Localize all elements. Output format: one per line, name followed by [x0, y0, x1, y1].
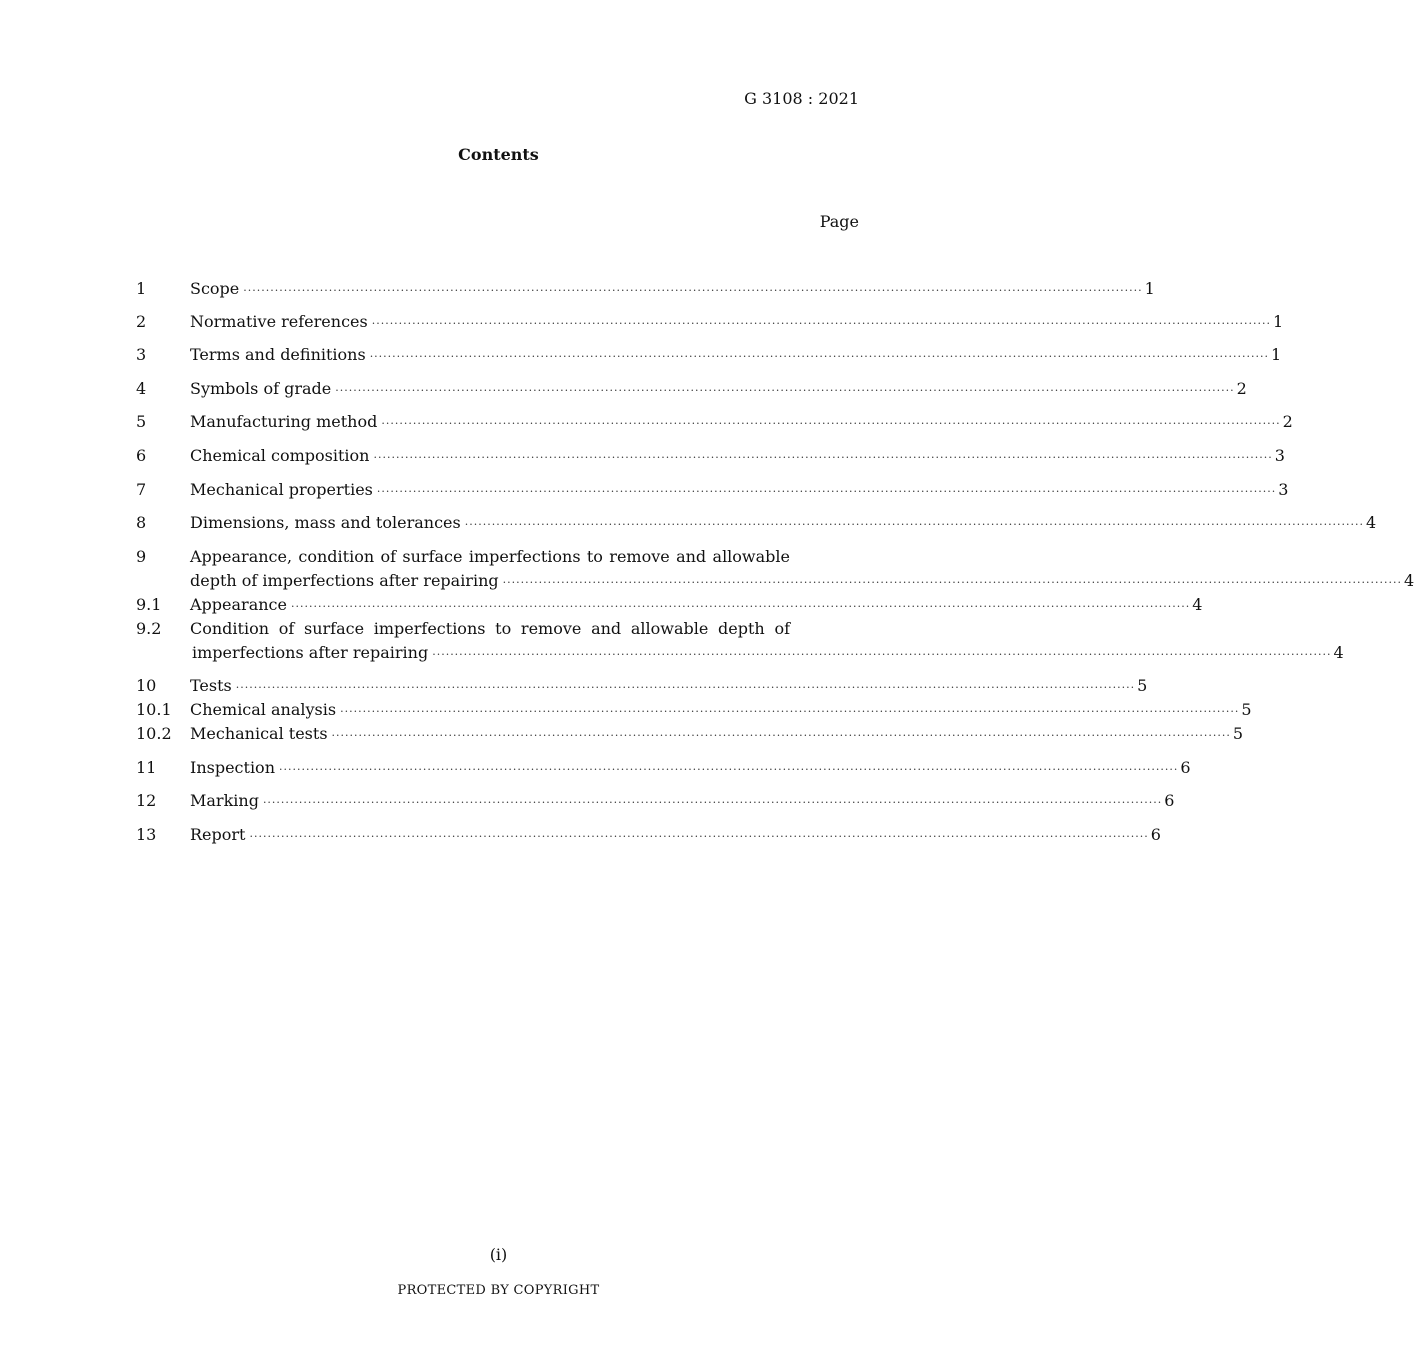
toc-entry-title: Scope: [190, 279, 240, 298]
toc-entry-page-number: 2: [1282, 412, 1293, 431]
dot-leader: ········································································································································································································: [279, 763, 1179, 776]
toc-entry-number: 6: [136, 446, 147, 465]
toc-entry-title: imperfections after repairing: [192, 643, 429, 662]
dot-leader: ········································································································································································································: [335, 384, 1235, 397]
toc-entry[interactable]: [136, 312, 1284, 334]
page-column-label: Page: [819, 212, 859, 231]
toc-entry-title-line: Condition of surface imperfections to remove and allowable depth of: [190, 619, 790, 638]
dot-leader: ········································································································································································································: [262, 796, 1163, 809]
dot-leader: ········································································································································································································: [381, 417, 1281, 430]
page-title: Contents: [458, 145, 539, 164]
page-folio: (i): [489, 1245, 508, 1264]
dot-leader: ········································································································································································································: [373, 451, 1273, 464]
toc-entry-title: Chemical analysis: [190, 700, 337, 719]
toc-entry[interactable]: [136, 345, 1282, 367]
toc-entry[interactable]: [136, 480, 1289, 502]
dot-leader: ········································································································································································································: [235, 681, 1136, 694]
toc-entry-number: 4: [136, 379, 147, 398]
dot-leader: ········································································································································································································: [290, 600, 1191, 613]
toc-entry[interactable]: [136, 595, 1203, 617]
toc-entry[interactable]: [136, 724, 1244, 746]
toc-entry-title: Report: [190, 825, 246, 844]
toc-entry-title: depth of imperfections after repairing: [190, 571, 499, 590]
toc-entry-number: 9.2: [136, 619, 162, 638]
dot-leader: ········································································································································································································: [502, 576, 1402, 589]
dot-leader: ········································································································································································································: [243, 284, 1143, 297]
toc-entry-title: Normative references: [190, 312, 368, 331]
toc-entry-number: 5: [136, 412, 147, 431]
toc-entry-number: 10: [136, 676, 157, 695]
toc-entry-page-number: 5: [1241, 700, 1252, 719]
toc-entry-title: Mechanical properties: [190, 480, 373, 499]
toc-entry[interactable]: [136, 547, 1414, 590]
toc-entry-number: 9: [136, 547, 147, 566]
toc-entry-title: Marking: [190, 791, 259, 810]
toc-entry-title: Terms and definitions: [190, 345, 366, 364]
toc-entry[interactable]: [136, 379, 1247, 401]
toc-entry[interactable]: [136, 446, 1285, 468]
toc-entry-number: 10.1: [136, 700, 172, 719]
toc-entry[interactable]: [136, 700, 1252, 722]
toc-entry-title-line: Appearance, condition of surface imperfections to remove and allowable: [190, 547, 790, 566]
copyright-notice: PROTECTED BY COPYRIGHT: [397, 1283, 600, 1298]
dot-leader: ········································································································································································································: [340, 705, 1240, 718]
dot-leader: ········································································································································································································: [464, 518, 1365, 531]
toc-entry[interactable]: [136, 513, 1377, 535]
toc-entry-page-number: 4: [1192, 595, 1203, 614]
dot-leader: ········································································································································································································: [432, 648, 1332, 661]
toc-entry[interactable]: [136, 791, 1175, 813]
toc-entry-page-number: 1: [1271, 345, 1282, 364]
dot-leader: ········································································································································································································: [369, 350, 1270, 363]
toc-entry-page-number: 1: [1144, 279, 1155, 298]
dot-leader: ········································································································································································································: [249, 830, 1149, 843]
dot-leader: ········································································································································································································: [331, 729, 1231, 742]
toc-entry-page-number: 4: [1366, 513, 1377, 532]
toc-entry-number: 2: [136, 312, 147, 331]
toc-entry-title: Inspection: [190, 758, 275, 777]
toc-entry-title: Mechanical tests: [190, 724, 328, 743]
toc-entry[interactable]: [136, 619, 1344, 662]
toc-entry-title: Symbols of grade: [190, 379, 332, 398]
toc-entry-number: 7: [136, 480, 147, 499]
toc-entry[interactable]: [136, 412, 1293, 434]
toc-entry-number: 8: [136, 513, 147, 532]
dot-leader: ········································································································································································································: [371, 317, 1272, 330]
document-id: G 3108 : 2021: [744, 89, 859, 108]
toc-entry-number: 11: [136, 758, 157, 777]
toc-entry[interactable]: [136, 676, 1148, 698]
toc-entry-page-number: 3: [1278, 480, 1289, 499]
toc-entry-number: 9.1: [136, 595, 162, 614]
toc-entry-page-number: 6: [1150, 825, 1161, 844]
toc-entry[interactable]: [136, 825, 1161, 847]
toc-entry[interactable]: [136, 279, 1155, 301]
toc-entry-number: 3: [136, 345, 147, 364]
toc-entry-page-number: 5: [1137, 676, 1148, 695]
toc-entry-title: Tests: [190, 676, 232, 695]
toc-entry-title: Manufacturing method: [190, 412, 378, 431]
toc-entry-page-number: 2: [1236, 379, 1247, 398]
toc-entry-title: Chemical composition: [190, 446, 370, 465]
toc-entry-number: 10.2: [136, 724, 172, 743]
toc-entry-page-number: 3: [1274, 446, 1285, 465]
toc-entry-page-number: 4: [1403, 571, 1414, 590]
toc-entry-page-number: 5: [1232, 724, 1244, 743]
toc-entry-page-number: 1: [1273, 312, 1284, 331]
toc-entry[interactable]: [136, 758, 1191, 780]
toc-entry-page-number: 4: [1333, 643, 1344, 662]
dot-leader: ········································································································································································································: [376, 485, 1277, 498]
toc-entry-title: Dimensions, mass and tolerances: [190, 513, 461, 532]
toc-entry-number: 1: [136, 279, 147, 298]
toc-entry-number: 13: [136, 825, 157, 844]
toc-entry-title: Appearance: [190, 595, 287, 614]
toc-entry-page-number: 6: [1164, 791, 1175, 810]
toc-entry-page-number: 6: [1180, 758, 1191, 777]
toc-entry-number: 12: [136, 791, 157, 810]
